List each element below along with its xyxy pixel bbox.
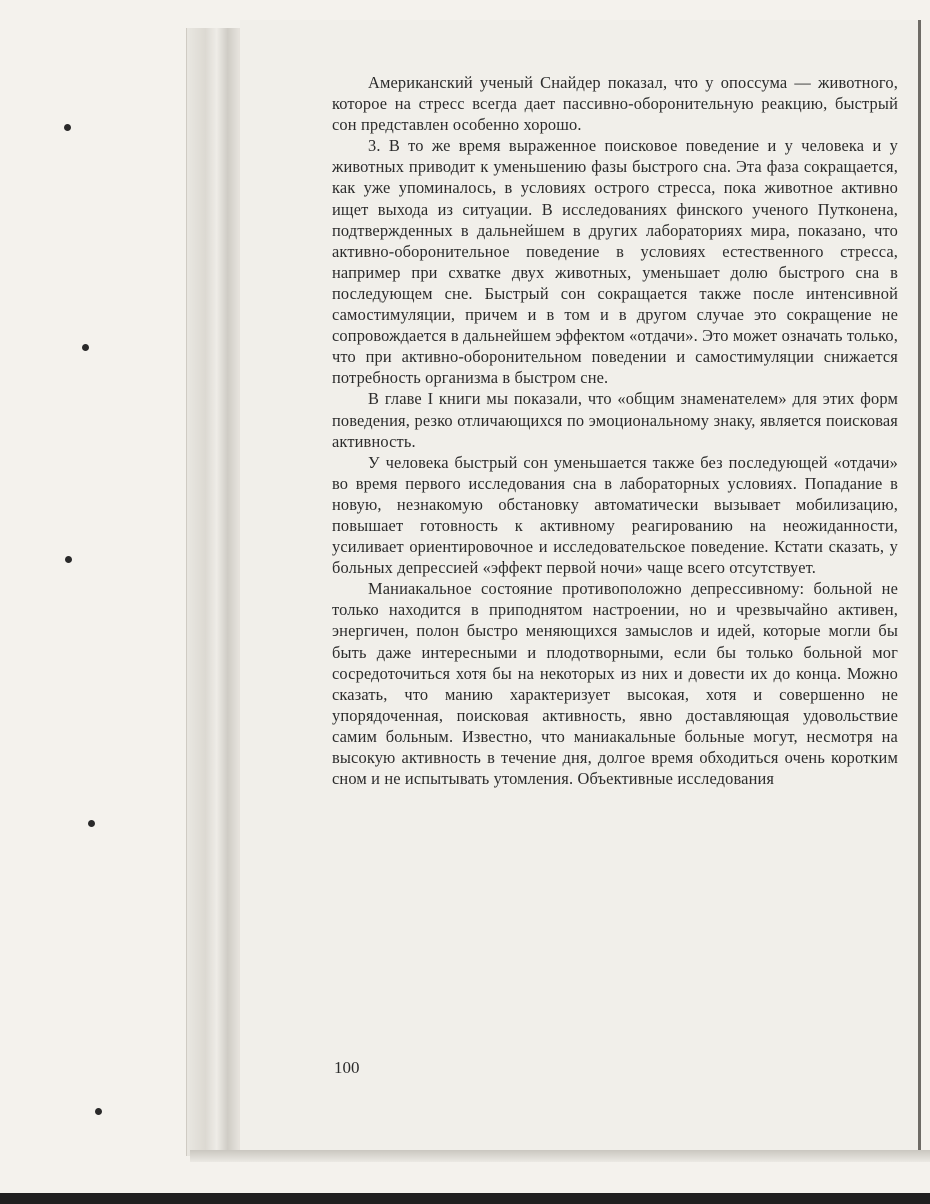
paragraph: В главе I книги мы показали, что «общим знаменателем» для этих форм поведения, резко отличающихся по эмоциональному знаку, является поисковая активность. (332, 389, 898, 451)
paragraph: У человека быстрый сон уменьшается также без последующей «отдачи» во время первого исследования сна в лабораторных условиях. Попадание в новую, незнакомую обстановку автоматически вызывает мобилизацию, повышает готовность к активному реагированию на неожиданности, усиливает ориентировочное и исследовательское поведение. Кстати сказать, у больных депрессией «эффект первой ночи» чаще всего отсутствует. (332, 452, 898, 578)
body-text (332, 72, 898, 789)
scanner-bottom-bar (0, 1193, 930, 1204)
binding-hole (65, 556, 72, 563)
binding-hole (88, 820, 95, 827)
paragraph: Маниакальное состояние противоположно депрессивному: больной не только находится в приподнятом настроении, но и чрезвычайно активен, энергичен, полон быстро меняющихся замыслов и идей, которые могли бы быть даже интересными и плодотворными, если бы только больной мог сосредоточиться хотя бы на некоторых из них и довести их до конца. Можно сказать, что манию характеризует высокая, хотя и совершенно не упорядоченная, поисковая активность, явно доставляющая удовольствие самим больным. Известно, что маниакальные больные могут, несмотря на высокую активность в течение дня, долгое время обходиться очень коротким сном и не испытывать утомления. Объективные исследования (332, 579, 898, 789)
paragraph: 3. В то же время выраженное поисковое поведение и у человека и у животных приводит к уменьшению фазы быстрого сна. Эта фаза сокращается, как уже упоминалось, в условиях острого стресса, пока животное активно ищет выхода из ситуации. В исследованиях финского ученого Путконена, подтвержденных в дальнейшем в других лабораториях мира, показано, что активно-оборонительное поведение в условиях естественного стресса, например при схватке двух животных, уменьшает долю быстрого сна в последующем сне. Быстрый сон сокращается также после интенсивной самостимуляции, причем и в том и в другом случае это сокращение не сопровождается в дальнейшем эффектом «отдачи». Это может означать только, что при активно-оборонительном поведении и самостимуляции снижается потребность организма в быстром сне. (332, 136, 898, 388)
binding-hole (82, 344, 89, 351)
paragraph: Американский ученый Снайдер показал, что у опоссума — животного, которое на стресс всегда дает пассивно-оборонительную реакцию, быстрый сон представлен особенно хорошо. (332, 73, 898, 135)
binding-hole (64, 124, 71, 131)
page-bottom-shadow (190, 1150, 930, 1162)
page-number: 100 (334, 1058, 360, 1077)
binding-hole (95, 1108, 102, 1115)
